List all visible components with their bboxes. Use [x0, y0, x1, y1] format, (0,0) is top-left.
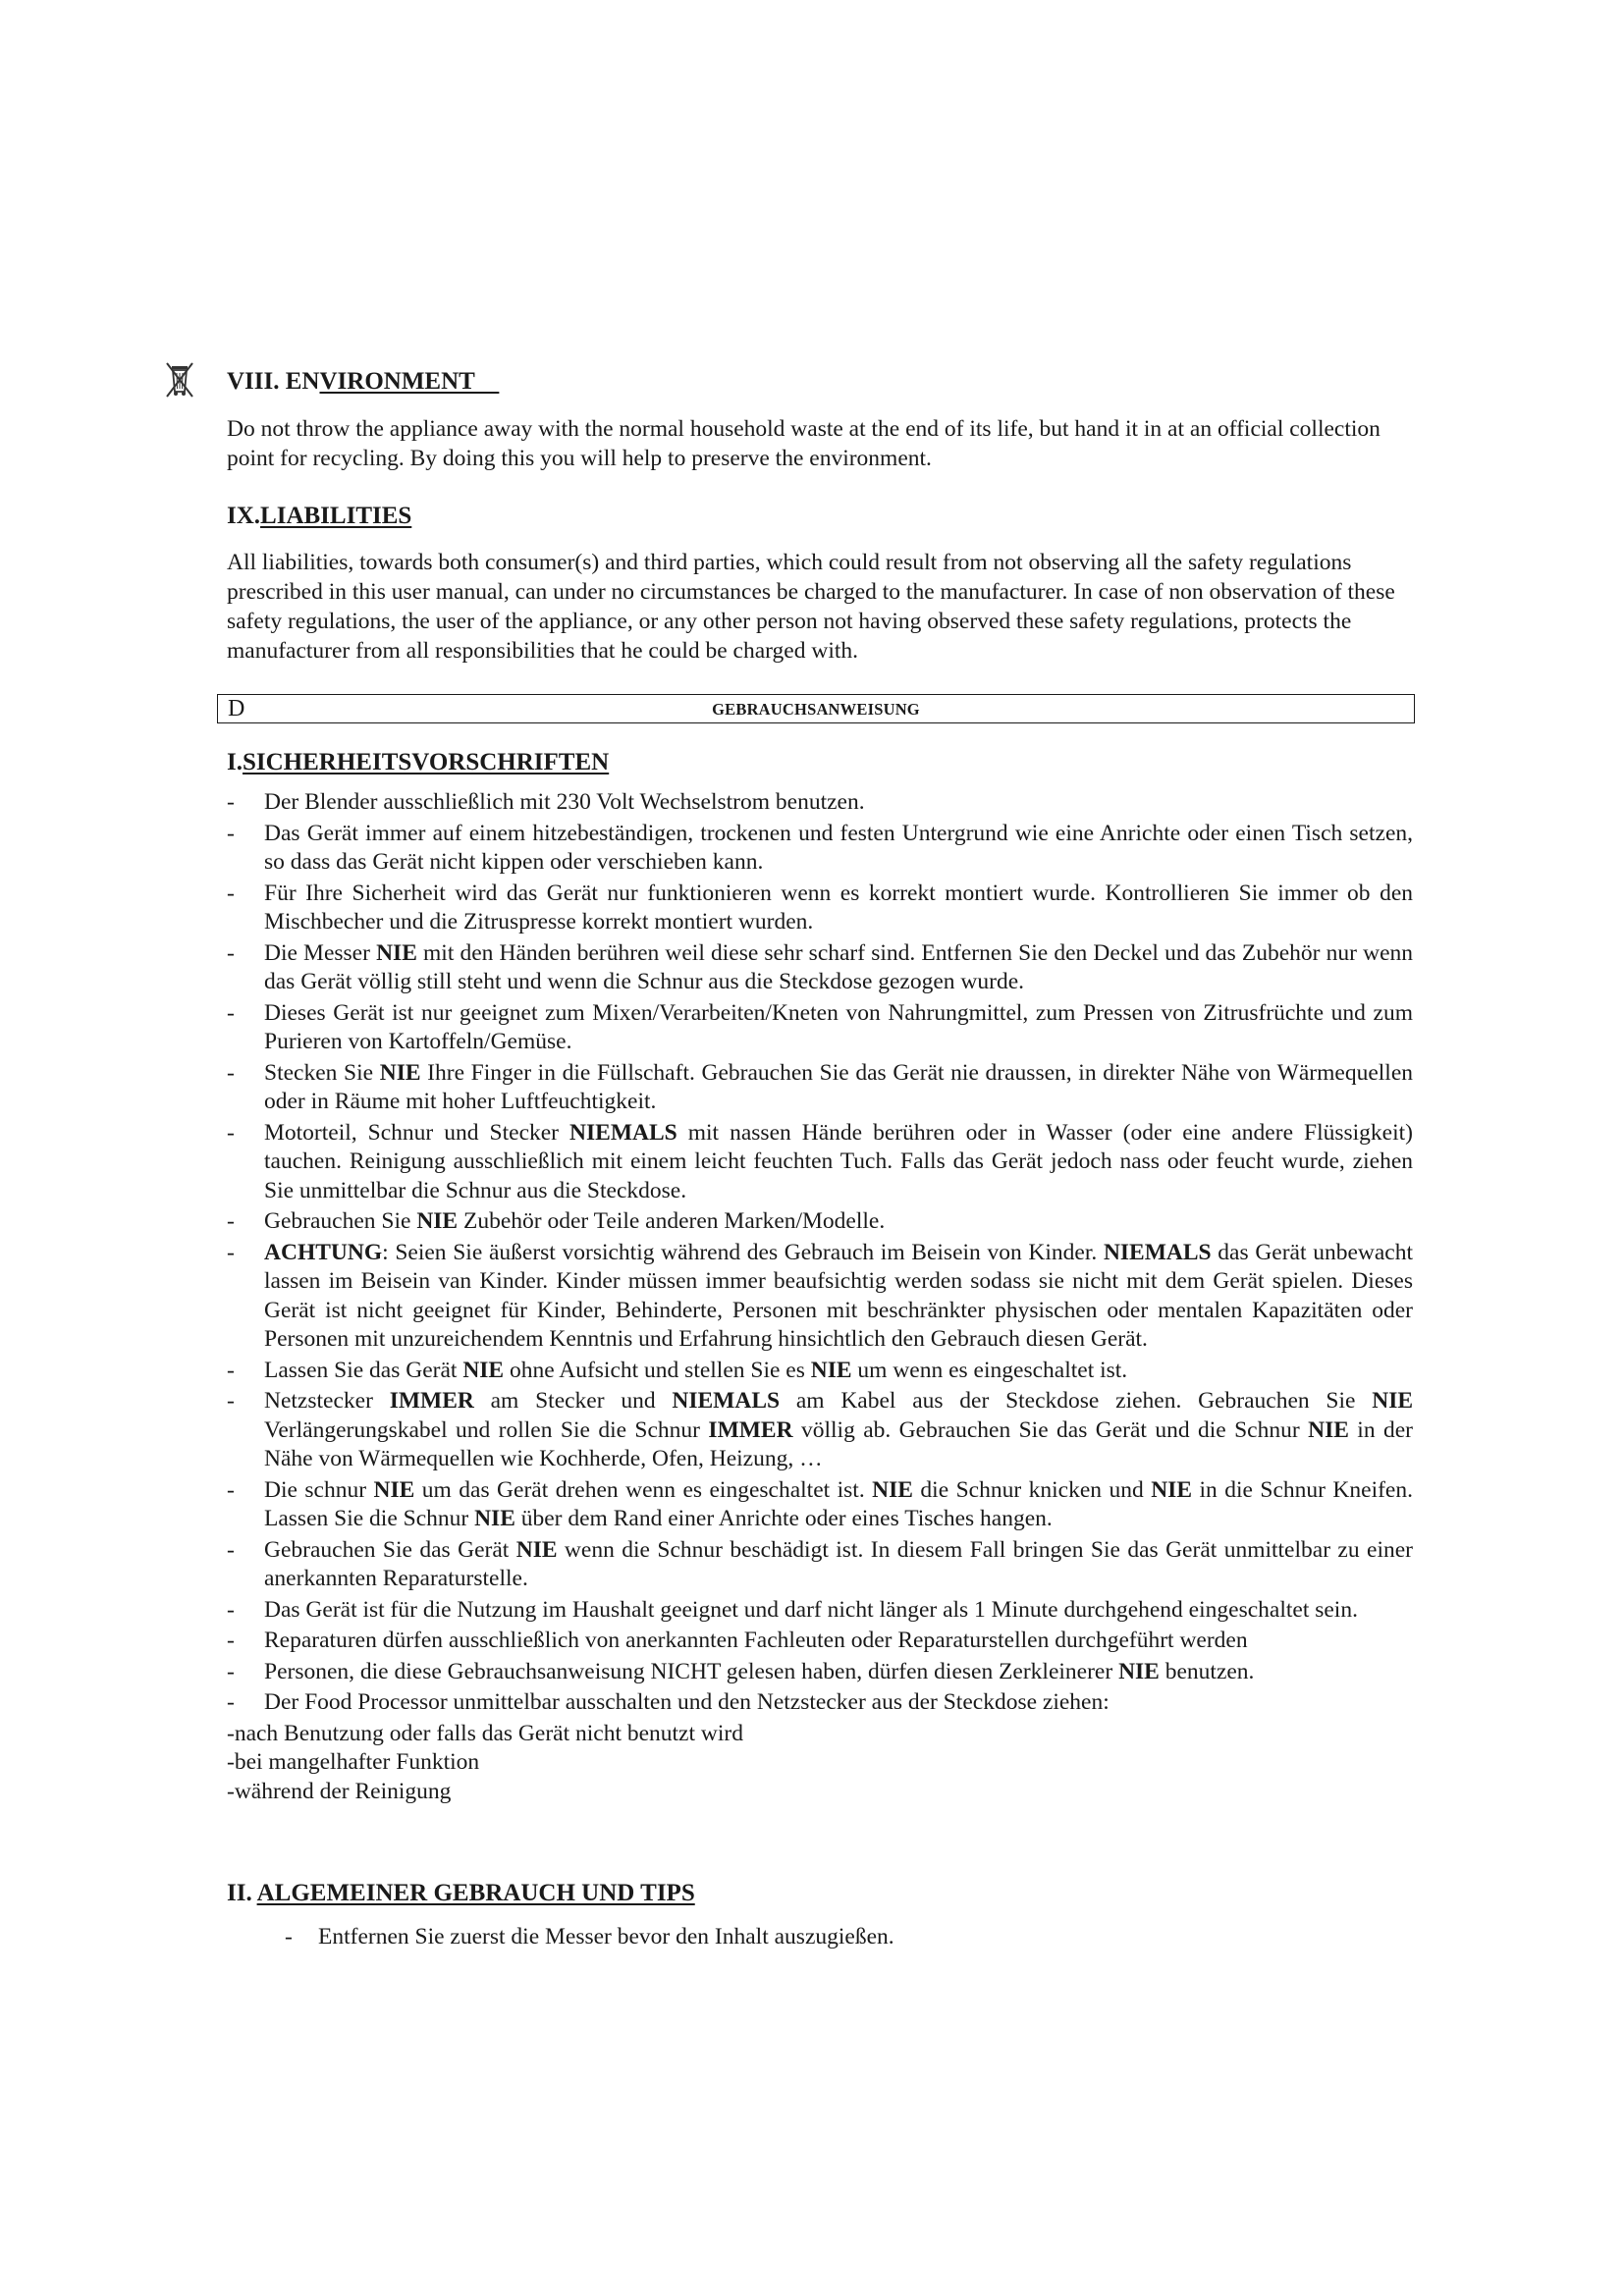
language-banner	[217, 694, 1415, 723]
list-item	[227, 820, 1413, 878]
list-dash: -	[227, 1357, 235, 1383]
list-item-text: Entfernen Sie zuerst die Messer bevor den Inhalt auszugießen.	[318, 1924, 894, 1949]
list-item-text: Der Food Processor unmittelbar ausschalten und den Netzstecker aus der Steckdose ziehen:	[264, 1689, 1110, 1715]
list-dash: -	[227, 820, 235, 846]
list-item	[227, 1658, 1413, 1687]
list-item-text: Reparaturen dürfen ausschließlich von anerkannten Fachleuten oder Reparaturstellen durchgeführt werden	[264, 1628, 1248, 1653]
list-dash: -	[227, 880, 235, 906]
environment-heading-number: VIII. EN	[227, 368, 320, 395]
list-item	[227, 1239, 1413, 1355]
environment-heading	[227, 367, 499, 397]
safety-heading-number: I.	[227, 749, 243, 775]
list-dash: -	[285, 1924, 293, 1949]
list-dash: -	[227, 1239, 235, 1265]
list-item	[227, 1387, 1413, 1474]
list-item	[227, 1207, 1413, 1237]
list-item	[227, 939, 1413, 997]
list-item-text: Personen, die diese Gebrauchsanweisung NICHT gelesen haben, dürfen diesen Zerkleinerer NIE benutzen.	[264, 1658, 1255, 1684]
sub-line: -während der Reinigung	[227, 1778, 452, 1804]
usage-heading	[227, 1879, 695, 1908]
banner-title: GEBRAUCHSANWEISUNG	[712, 700, 920, 719]
list-dash: -	[227, 1208, 235, 1234]
list-item	[285, 1922, 894, 1951]
banner-language: D	[228, 696, 245, 721]
usage-list	[285, 1922, 894, 1951]
list-item-text: Gebrauchen Sie NIE Zubehör oder Teile anderen Marken/Modelle.	[264, 1208, 886, 1234]
list-dash: -	[227, 789, 235, 815]
list-item	[227, 1688, 1413, 1718]
list-item	[227, 1476, 1413, 1534]
list-item	[227, 1596, 1413, 1626]
list-item-text: Dieses Gerät ist nur geeignet zum Mixen/Verarbeiten/Kneten von Nahrungmittel, zum Pressen von Zitrusfrüchte und zum Purieren von Kartoffeln/Gemüse.	[264, 999, 1413, 1054]
list-dash: -	[227, 1596, 235, 1623]
list-item-text: Lassen Sie das Gerät NIE ohne Aufsicht und stellen Sie es NIE um wenn es eingeschaltet ist.	[264, 1357, 1128, 1383]
list-dash: -	[227, 939, 235, 966]
list-item-text: Gebrauchen Sie das Gerät NIE wenn die Schnur beschädigt ist. In diesem Fall bringen Sie das Gerät unmittelbar zu einer anerkannten Reparaturstelle.	[264, 1536, 1413, 1591]
list-item	[227, 1627, 1413, 1656]
list-dash: -	[227, 1689, 235, 1715]
list-item-text: ACHTUNG: Seien Sie äußerst vorsichtig während des Gebrauch im Beisein von Kinder. NIEMALS das Gerät unbewacht lassen im Beisein van Kinder. Kinder müssen immer beaufsichtig werden sodass sie nicht mit dem Gerät spielen. Dieses Gerät ist nicht geeignet für Kinder, Behinderte, Personen mit beschränkter physischen oder mentalen Kapazitäten oder Personen mit unzureichendem Kenntnis und Erfahrung hinsichtlich den Gebrauch diesen Gerät.	[264, 1239, 1413, 1352]
liabilities-heading	[227, 502, 411, 531]
list-item-text: Stecken Sie NIE Ihre Finger in die Füllschaft. Gebrauchen Sie das Gerät nie draussen, in direkter Nähe von Wärmequellen oder in Räume mit hoher Luftfeuchtigkeit.	[264, 1059, 1413, 1114]
safety-list	[227, 788, 1413, 1806]
usage-heading-title: ALGEMEINER GEBRAUCH UND TIPS	[256, 1880, 695, 1906]
list-item-text: Der Blender ausschließlich mit 230 Volt Wechselstrom benutzen.	[264, 789, 865, 815]
list-item	[227, 1119, 1413, 1206]
safety-heading-title: SICHERHEITSVORSCHRIFTEN	[242, 749, 610, 775]
sub-line: -bei mangelhafter Funktion	[227, 1749, 480, 1775]
environment-heading-title: VIRONMENT	[319, 368, 500, 395]
list-item	[227, 999, 1413, 1057]
crossed-out-wheelie-bin-icon	[165, 361, 194, 400]
environment-text: Do not throw the appliance away with the normal household waste at the end of its life, but hand it in at an official collection point for recycling. By doing this you will help to preserve the environment.	[227, 416, 1380, 471]
list-item	[227, 1536, 1413, 1594]
list-dash: -	[227, 1658, 235, 1684]
safety-heading	[227, 748, 609, 777]
list-item	[227, 1059, 1413, 1117]
list-dash: -	[227, 1388, 235, 1414]
list-dash: -	[227, 1628, 235, 1653]
list-item-text: Die Messer NIE mit den Händen berühren weil diese sehr scharf sind. Entfernen Sie den Deckel und das Zubehör nur wenn das Gerät völlig still steht und wenn die Schnur aus die Steckdose gezogen wurde.	[264, 939, 1413, 994]
list-dash: -	[227, 1476, 235, 1503]
list-item	[227, 1357, 1413, 1386]
list-item	[227, 788, 1413, 818]
list-item-text: Das Gerät ist für die Nutzung im Haushalt geeignet und darf nicht länger als 1 Minute durchgehend eingeschaltet sein.	[264, 1596, 1358, 1623]
list-dash: -	[227, 1059, 235, 1086]
list-dash: -	[227, 999, 235, 1026]
list-item-text: Netzstecker IMMER am Stecker und NIEMALS am Kabel aus der Steckdose ziehen. Gebrauchen Sie NIE Verlängerungskabel und rollen Sie die Schnur IMMER völlig ab. Gebrauchen Sie das Gerät und die Schnur NIE in der Nähe von Wärmequellen wie Kochherde, Ofen, Heizung, …	[264, 1388, 1414, 1471]
sub-line: -nach Benutzung oder falls das Gerät nicht benutzt wird	[227, 1720, 743, 1746]
list-dash: -	[227, 1536, 235, 1563]
liabilities-heading-title: LIABILITIES	[260, 503, 412, 529]
list-item-text: Das Gerät immer auf einem hitzebeständigen, trockenen und festen Untergrund wie eine Anrichte oder einen Tisch setzen, so dass das Gerät nicht kippen oder verschieben kann.	[264, 820, 1413, 875]
list-item	[227, 880, 1413, 937]
liabilities-text: All liabilities, towards both consumer(s) and third parties, which could result from not observing all the safety regulations prescribed in this user manual, can under no circumstances be charged to the manufacturer. In case of non observation of these safety regulations, the user of the appliance, or any other person not having observed these safety regulations, protects the manufacturer from all responsibilities that he could be charged with.	[227, 550, 1395, 664]
liabilities-heading-number: IX.	[227, 503, 261, 529]
list-item-text: Die schnur NIE um das Gerät drehen wenn es eingeschaltet ist. NIE die Schnur knicken und NIE in die Schnur Kneifen. Lassen Sie die Schnur NIE über dem Rand einer Anrichte oder eines Tisches hangen.	[264, 1476, 1413, 1531]
list-item-text: Motorteil, Schnur und Stecker NIEMALS mit nassen Hände berühren oder in Wasser (oder eine andere Flüssigkeit) tauchen. Reinigung ausschließlich mit einem leicht feuchten Tuch. Falls das Gerät jedoch nass oder feucht wurde, ziehen Sie unmittelbar die Schnur aus die Steckdose.	[264, 1119, 1413, 1203]
list-item-text: Für Ihre Sicherheit wird das Gerät nur funktionieren wenn es korrekt montiert wurde. Kontrollieren Sie immer ob den Mischbecher und die Zitruspresse korrekt montiert wurden.	[264, 880, 1413, 934]
list-dash: -	[227, 1119, 235, 1146]
usage-heading-number: II.	[227, 1880, 257, 1906]
